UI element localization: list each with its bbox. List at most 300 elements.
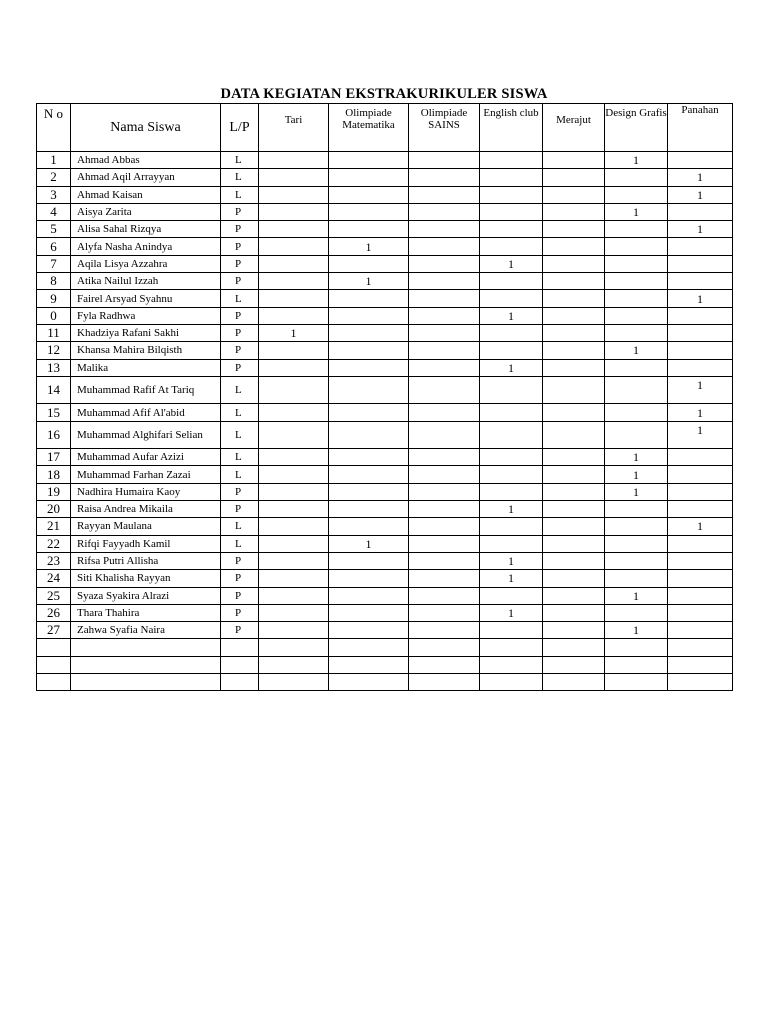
cell-olimpiade-matematika: [329, 570, 409, 587]
cell-design-grafis: 1: [605, 449, 668, 466]
cell-olimpiade-matematika: [329, 449, 409, 466]
cell-no: 19: [37, 483, 71, 500]
cell-lp: L: [221, 421, 259, 449]
cell-no: 3: [37, 186, 71, 203]
cell-panahan: [668, 622, 733, 639]
header-olimpiade-matematika: Olimpiade Matematika: [329, 104, 409, 152]
cell-tari: [259, 152, 329, 169]
table-row: [37, 570, 733, 587]
header-english-club: English club: [480, 104, 543, 152]
cell-no: [37, 674, 71, 691]
table-row: [37, 518, 733, 535]
cell-merajut: [543, 169, 605, 186]
cell-olimpiade-sains: [409, 483, 480, 500]
cell-nama-siswa: Rifqi Fayyadh Kamil: [71, 535, 221, 552]
empty-table-row: [37, 674, 733, 691]
cell-tari: [259, 186, 329, 203]
cell-lp: P: [221, 273, 259, 290]
cell-panahan: 1: [668, 169, 733, 186]
cell-lp: L: [221, 186, 259, 203]
table-row: [37, 535, 733, 552]
cell-design-grafis: [605, 307, 668, 324]
cell-no: 5: [37, 221, 71, 238]
cell-merajut: [543, 186, 605, 203]
cell-no: 22: [37, 535, 71, 552]
cell-no: 6: [37, 238, 71, 255]
cell-olimpiade-matematika: [329, 203, 409, 220]
cell-design-grafis: [605, 570, 668, 587]
cell-olimpiade-sains: [409, 639, 480, 656]
cell-panahan: [668, 570, 733, 587]
cell-merajut: [543, 255, 605, 272]
table-row: [37, 501, 733, 518]
cell-nama-siswa: Muhammad Farhan Zazai: [71, 466, 221, 483]
cell-design-grafis: [605, 535, 668, 552]
table-row: [37, 449, 733, 466]
cell-no: 18: [37, 466, 71, 483]
cell-no: 20: [37, 501, 71, 518]
cell-olimpiade-sains: [409, 656, 480, 673]
table-row: [37, 342, 733, 359]
cell-olimpiade-sains: [409, 169, 480, 186]
cell-olimpiade-sains: [409, 449, 480, 466]
cell-merajut: [543, 359, 605, 376]
cell-olimpiade-matematika: [329, 324, 409, 341]
cell-design-grafis: [605, 376, 668, 404]
header-lp: L/P: [221, 104, 259, 152]
table-row: [37, 376, 733, 404]
cell-merajut: [543, 273, 605, 290]
cell-merajut: [543, 404, 605, 421]
cell-panahan: 1: [668, 221, 733, 238]
table-row: [37, 255, 733, 272]
cell-design-grafis: [605, 404, 668, 421]
cell-panahan: 1: [668, 290, 733, 307]
cell-merajut: [543, 535, 605, 552]
cell-olimpiade-sains: [409, 152, 480, 169]
cell-nama-siswa: Ahmad Aqil Arrayyan: [71, 169, 221, 186]
cell-olimpiade-matematika: [329, 604, 409, 621]
cell-english-club: [480, 342, 543, 359]
cell-english-club: [480, 238, 543, 255]
cell-panahan: [668, 324, 733, 341]
cell-english-club: 1: [480, 570, 543, 587]
table-row: [37, 203, 733, 220]
cell-nama-siswa: Raisa Andrea Mikaila: [71, 501, 221, 518]
header-tari: Tari: [259, 104, 329, 152]
table-row: [37, 186, 733, 203]
cell-merajut: [543, 518, 605, 535]
cell-panahan: [668, 238, 733, 255]
cell-nama-siswa: Muhammad Aufar Azizi: [71, 449, 221, 466]
cell-merajut: [543, 552, 605, 569]
cell-olimpiade-matematika: [329, 587, 409, 604]
cell-olimpiade-matematika: [329, 483, 409, 500]
cell-merajut: [543, 238, 605, 255]
cell-design-grafis: [605, 186, 668, 203]
cell-tari: [259, 255, 329, 272]
cell-nama-siswa: Aqila Lisya Azzahra: [71, 255, 221, 272]
cell-lp: L: [221, 449, 259, 466]
cell-panahan: [668, 639, 733, 656]
cell-merajut: [543, 307, 605, 324]
cell-design-grafis: 1: [605, 483, 668, 500]
cell-english-club: [480, 535, 543, 552]
empty-table-row: [37, 639, 733, 656]
cell-design-grafis: [605, 656, 668, 673]
header-panahan: Panahan: [668, 104, 733, 152]
table-row: [37, 273, 733, 290]
cell-olimpiade-matematika: [329, 622, 409, 639]
cell-nama-siswa: Ahmad Kaisan: [71, 186, 221, 203]
cell-panahan: [668, 449, 733, 466]
cell-design-grafis: 1: [605, 203, 668, 220]
cell-tari: 1: [259, 324, 329, 341]
cell-english-club: 1: [480, 501, 543, 518]
cell-english-club: [480, 587, 543, 604]
cell-olimpiade-sains: [409, 324, 480, 341]
cell-design-grafis: [605, 221, 668, 238]
cell-nama-siswa: Khadziya Rafani Sakhi: [71, 324, 221, 341]
cell-no: 9: [37, 290, 71, 307]
cell-nama-siswa: Malika: [71, 359, 221, 376]
cell-merajut: [543, 501, 605, 518]
cell-panahan: 1: [668, 518, 733, 535]
cell-tari: [259, 656, 329, 673]
table-row: [37, 238, 733, 255]
cell-lp: L: [221, 518, 259, 535]
cell-design-grafis: [605, 421, 668, 449]
cell-panahan: [668, 656, 733, 673]
cell-merajut: [543, 483, 605, 500]
table-row: [37, 552, 733, 569]
cell-merajut: [543, 421, 605, 449]
cell-tari: [259, 359, 329, 376]
cell-english-club: 1: [480, 359, 543, 376]
cell-english-club: 1: [480, 604, 543, 621]
cell-panahan: 1: [668, 421, 733, 449]
cell-olimpiade-sains: [409, 404, 480, 421]
cell-no: 0: [37, 307, 71, 324]
cell-merajut: [543, 152, 605, 169]
cell-no: 4: [37, 203, 71, 220]
cell-merajut: [543, 203, 605, 220]
cell-english-club: [480, 622, 543, 639]
cell-nama-siswa: Atika Nailul Izzah: [71, 273, 221, 290]
cell-nama-siswa: Alisa Sahal Rizqya: [71, 221, 221, 238]
extracurricular-table: [36, 103, 733, 691]
cell-olimpiade-matematika: [329, 307, 409, 324]
cell-design-grafis: [605, 238, 668, 255]
cell-lp: [221, 656, 259, 673]
cell-english-club: [480, 421, 543, 449]
cell-english-club: [480, 376, 543, 404]
cell-merajut: [543, 376, 605, 404]
cell-panahan: [668, 273, 733, 290]
cell-lp: P: [221, 238, 259, 255]
cell-panahan: [668, 501, 733, 518]
cell-design-grafis: [605, 324, 668, 341]
table-row: [37, 307, 733, 324]
cell-merajut: [543, 674, 605, 691]
cell-olimpiade-sains: [409, 186, 480, 203]
cell-design-grafis: 1: [605, 622, 668, 639]
cell-no: 27: [37, 622, 71, 639]
cell-nama-siswa: Muhammad Afif Al'abid: [71, 404, 221, 421]
cell-nama-siswa: Zahwa Syafia Naira: [71, 622, 221, 639]
cell-merajut: [543, 639, 605, 656]
cell-lp: P: [221, 342, 259, 359]
cell-olimpiade-matematika: [329, 342, 409, 359]
cell-tari: [259, 273, 329, 290]
cell-no: 23: [37, 552, 71, 569]
cell-lp: P: [221, 483, 259, 500]
table-row: [37, 290, 733, 307]
cell-panahan: [668, 674, 733, 691]
cell-olimpiade-sains: [409, 221, 480, 238]
cell-nama-siswa: Nadhira Humaira Kaoy: [71, 483, 221, 500]
cell-english-club: [480, 152, 543, 169]
cell-no: 8: [37, 273, 71, 290]
cell-olimpiade-sains: [409, 587, 480, 604]
cell-merajut: [543, 342, 605, 359]
cell-merajut: [543, 622, 605, 639]
cell-tari: [259, 535, 329, 552]
cell-tari: [259, 587, 329, 604]
cell-olimpiade-sains: [409, 518, 480, 535]
cell-english-club: [480, 483, 543, 500]
cell-lp: P: [221, 324, 259, 341]
cell-no: 2: [37, 169, 71, 186]
cell-olimpiade-matematika: [329, 255, 409, 272]
cell-design-grafis: 1: [605, 152, 668, 169]
cell-olimpiade-sains: [409, 535, 480, 552]
cell-english-club: [480, 404, 543, 421]
cell-english-club: 1: [480, 552, 543, 569]
cell-english-club: [480, 449, 543, 466]
table-row: [37, 359, 733, 376]
cell-nama-siswa: Fairel Arsyad Syahnu: [71, 290, 221, 307]
cell-merajut: [543, 290, 605, 307]
cell-merajut: [543, 221, 605, 238]
cell-panahan: [668, 552, 733, 569]
cell-lp: P: [221, 307, 259, 324]
cell-merajut: [543, 656, 605, 673]
cell-design-grafis: 1: [605, 587, 668, 604]
cell-nama-siswa: Alyfa Nasha Anindya: [71, 238, 221, 255]
cell-panahan: [668, 466, 733, 483]
cell-no: 1: [37, 152, 71, 169]
cell-olimpiade-matematika: [329, 376, 409, 404]
cell-merajut: [543, 587, 605, 604]
cell-lp: L: [221, 152, 259, 169]
cell-tari: [259, 501, 329, 518]
cell-olimpiade-matematika: [329, 359, 409, 376]
cell-nama-siswa: Aisya Zarita: [71, 203, 221, 220]
cell-olimpiade-sains: [409, 552, 480, 569]
cell-english-club: [480, 639, 543, 656]
table-row: [37, 221, 733, 238]
cell-olimpiade-matematika: [329, 290, 409, 307]
cell-no: 15: [37, 404, 71, 421]
cell-english-club: [480, 466, 543, 483]
cell-olimpiade-matematika: [329, 421, 409, 449]
cell-lp: [221, 674, 259, 691]
cell-olimpiade-sains: [409, 421, 480, 449]
cell-panahan: [668, 152, 733, 169]
cell-tari: [259, 307, 329, 324]
table-row: [37, 152, 733, 169]
cell-tari: [259, 518, 329, 535]
cell-design-grafis: [605, 359, 668, 376]
cell-english-club: [480, 518, 543, 535]
cell-no: [37, 639, 71, 656]
cell-tari: [259, 639, 329, 656]
cell-panahan: [668, 535, 733, 552]
cell-no: [37, 656, 71, 673]
cell-nama-siswa: Khansa Mahira Bilqisth: [71, 342, 221, 359]
table-header-row: [37, 104, 733, 152]
cell-no: 11: [37, 324, 71, 341]
cell-lp: L: [221, 404, 259, 421]
cell-tari: [259, 674, 329, 691]
cell-tari: [259, 483, 329, 500]
cell-nama-siswa: Thara Thahira: [71, 604, 221, 621]
cell-tari: [259, 169, 329, 186]
cell-no: 16: [37, 421, 71, 449]
cell-no: 25: [37, 587, 71, 604]
cell-olimpiade-sains: [409, 203, 480, 220]
cell-english-club: 1: [480, 255, 543, 272]
cell-olimpiade-matematika: [329, 169, 409, 186]
cell-nama-siswa: Siti Khalisha Rayyan: [71, 570, 221, 587]
cell-olimpiade-sains: [409, 255, 480, 272]
cell-lp: L: [221, 535, 259, 552]
cell-olimpiade-sains: [409, 622, 480, 639]
cell-nama-siswa: Muhammad Rafif At Tariq: [71, 376, 221, 404]
cell-english-club: [480, 656, 543, 673]
cell-panahan: 1: [668, 186, 733, 203]
header-nama-siswa: Nama Siswa: [71, 104, 221, 152]
table-row: [37, 466, 733, 483]
cell-olimpiade-matematika: [329, 552, 409, 569]
table-row: [37, 587, 733, 604]
table-row: [37, 604, 733, 621]
cell-panahan: [668, 587, 733, 604]
cell-olimpiade-sains: [409, 604, 480, 621]
table-row: [37, 622, 733, 639]
cell-lp: L: [221, 376, 259, 404]
header-design-grafis: Design Grafis: [605, 104, 668, 152]
cell-tari: [259, 449, 329, 466]
cell-olimpiade-sains: [409, 359, 480, 376]
cell-olimpiade-matematika: [329, 501, 409, 518]
cell-nama-siswa: Rifsa Putri Allisha: [71, 552, 221, 569]
header-merajut: Merajut: [543, 104, 605, 152]
cell-design-grafis: [605, 552, 668, 569]
cell-panahan: [668, 203, 733, 220]
cell-olimpiade-sains: [409, 570, 480, 587]
header-no: N o: [37, 104, 71, 152]
cell-no: 21: [37, 518, 71, 535]
cell-nama-siswa: [71, 674, 221, 691]
table-row: [37, 169, 733, 186]
cell-lp: [221, 639, 259, 656]
cell-panahan: [668, 604, 733, 621]
cell-lp: P: [221, 501, 259, 518]
cell-no: 7: [37, 255, 71, 272]
cell-nama-siswa: Ahmad Abbas: [71, 152, 221, 169]
cell-lp: P: [221, 587, 259, 604]
table-row: [37, 404, 733, 421]
table-row: [37, 421, 733, 449]
cell-panahan: [668, 342, 733, 359]
cell-olimpiade-matematika: [329, 186, 409, 203]
cell-lp: P: [221, 604, 259, 621]
cell-olimpiade-sains: [409, 273, 480, 290]
cell-english-club: [480, 221, 543, 238]
cell-olimpiade-sains: [409, 238, 480, 255]
cell-tari: [259, 221, 329, 238]
cell-tari: [259, 604, 329, 621]
cell-nama-siswa: Syaza Syakira Alrazi: [71, 587, 221, 604]
cell-english-club: [480, 273, 543, 290]
cell-english-club: [480, 186, 543, 203]
cell-olimpiade-sains: [409, 674, 480, 691]
cell-tari: [259, 404, 329, 421]
cell-olimpiade-matematika: [329, 152, 409, 169]
cell-english-club: [480, 290, 543, 307]
cell-tari: [259, 376, 329, 404]
cell-nama-siswa: Fyla Radhwa: [71, 307, 221, 324]
cell-english-club: [480, 169, 543, 186]
cell-olimpiade-matematika: [329, 404, 409, 421]
cell-no: 24: [37, 570, 71, 587]
cell-lp: L: [221, 466, 259, 483]
cell-design-grafis: [605, 501, 668, 518]
cell-lp: P: [221, 221, 259, 238]
cell-design-grafis: [605, 273, 668, 290]
empty-table-row: [37, 656, 733, 673]
cell-panahan: [668, 255, 733, 272]
cell-merajut: [543, 324, 605, 341]
cell-no: 17: [37, 449, 71, 466]
cell-nama-siswa: [71, 656, 221, 673]
cell-design-grafis: 1: [605, 342, 668, 359]
cell-english-club: 1: [480, 307, 543, 324]
document-title: DATA KEGIATAN EKSTRAKURIKULER SISWA: [220, 86, 548, 102]
cell-olimpiade-sains: [409, 307, 480, 324]
cell-olimpiade-matematika: [329, 221, 409, 238]
cell-no: 14: [37, 376, 71, 404]
cell-nama-siswa: Rayyan Maulana: [71, 518, 221, 535]
cell-tari: [259, 421, 329, 449]
cell-design-grafis: 1: [605, 466, 668, 483]
cell-design-grafis: [605, 604, 668, 621]
cell-english-club: [480, 203, 543, 220]
cell-panahan: [668, 483, 733, 500]
cell-olimpiade-sains: [409, 501, 480, 518]
cell-lp: P: [221, 622, 259, 639]
cell-olimpiade-sains: [409, 290, 480, 307]
cell-panahan: 1: [668, 376, 733, 404]
cell-tari: [259, 290, 329, 307]
cell-tari: [259, 238, 329, 255]
cell-merajut: [543, 604, 605, 621]
cell-design-grafis: [605, 290, 668, 307]
cell-lp: L: [221, 290, 259, 307]
cell-olimpiade-matematika: [329, 466, 409, 483]
